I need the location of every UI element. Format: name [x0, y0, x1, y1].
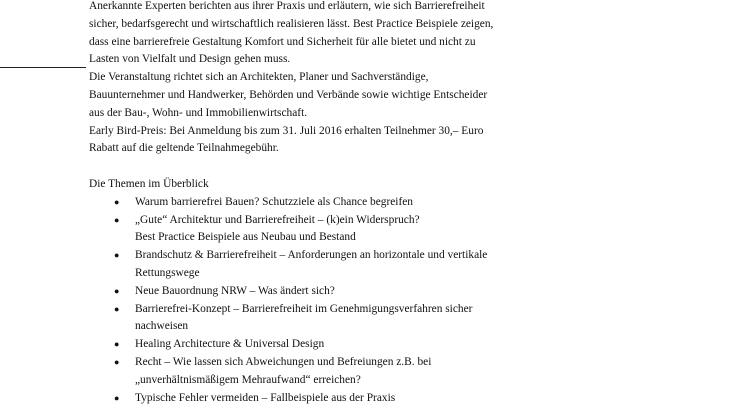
topic-line: Neue Bauordnung NRW – Was ändert sich?: [135, 284, 335, 297]
topic-line: Healing Architecture & Universal Design: [135, 338, 325, 351]
topic-line: Rettungswege: [135, 266, 200, 279]
intro-line: Rabatt auf die geltende Teilnahmegebühr.: [89, 142, 279, 155]
topics-list: [89, 194, 549, 408]
bullet-icon: ●: [114, 303, 120, 314]
bullet-icon: ●: [114, 250, 120, 261]
topic-item: [89, 212, 549, 248]
topic-line: Recht – Wie lassen sich Abweichungen und Befreiungen z.B. bei: [135, 355, 432, 368]
document-body: [89, 0, 549, 407]
intro-line: dass eine barrierefreie Gestaltung Komfort und Sicherheit für alle bietet und nicht zu: [89, 35, 476, 48]
topic-item: [89, 354, 549, 390]
bullet-icon: ●: [114, 339, 120, 350]
topic-line: Barrierefrei-Konzept – Barrierefreiheit im Genehmigungsverfahren sicher: [135, 302, 473, 315]
intro-line: Anerkannte Experten berichten aus ihrer Praxis und erläutern, wie sich Barrierefreiheit: [89, 0, 485, 12]
intro-line: Early Bird-Preis: Bei Anmeldung bis zum 31. Juli 2016 erhalten Teilnehmer 30,– Euro: [89, 124, 484, 137]
margin-rule: [0, 67, 86, 68]
intro-line: sicher, bedarfsgerecht und wirtschaftlich realisieren lässt. Best Practice Beispiele zeigen,: [89, 17, 494, 30]
topic-item: [89, 390, 549, 408]
bullet-icon: ●: [114, 196, 120, 207]
intro-line: Die Veranstaltung richtet sich an Architekten, Planer und Sachverständige,: [89, 71, 429, 84]
bullet-icon: ●: [114, 285, 120, 296]
topic-item: [89, 301, 549, 337]
topic-line: Typische Fehler vermeiden – Fallbeispiele aus der Praxis: [135, 391, 396, 404]
topics-heading: Die Themen im Überblick: [89, 177, 209, 190]
topic-line: Warum barrierefrei Bauen? Schutzziele als Chance begreifen: [135, 195, 414, 208]
bullet-icon: ●: [114, 214, 120, 225]
intro-text: [89, 0, 549, 158]
bullet-icon: ●: [114, 356, 120, 367]
paragraph-spacer: [89, 158, 549, 176]
topic-item: [89, 336, 549, 354]
topic-item: [89, 247, 549, 283]
topic-line: nachweisen: [135, 320, 189, 333]
intro-line: Bauunternehmer und Handwerker, Behörden und Verbände sowie wichtige Entscheider: [89, 88, 488, 101]
topic-line: „Gute“ Architektur und Barrierefreiheit – (k)ein Widerspruch?: [135, 213, 420, 226]
bullet-icon: ●: [114, 392, 120, 403]
topic-item: [89, 283, 549, 301]
topic-line: Best Practice Beispiele aus Neubau und Bestand: [135, 231, 356, 244]
topic-line: Brandschutz & Barrierefreiheit – Anforderungen an horizontale und vertikale: [135, 249, 488, 262]
topic-line: „unverhältnismäßigem Mehraufwand“ erreichen?: [135, 373, 361, 386]
intro-line: Lasten von Vielfalt und Design gehen muss.: [89, 53, 291, 66]
topic-item: [89, 194, 549, 212]
intro-line: aus der Bau-, Wohn- und Immobilienwirtschaft.: [89, 106, 308, 119]
